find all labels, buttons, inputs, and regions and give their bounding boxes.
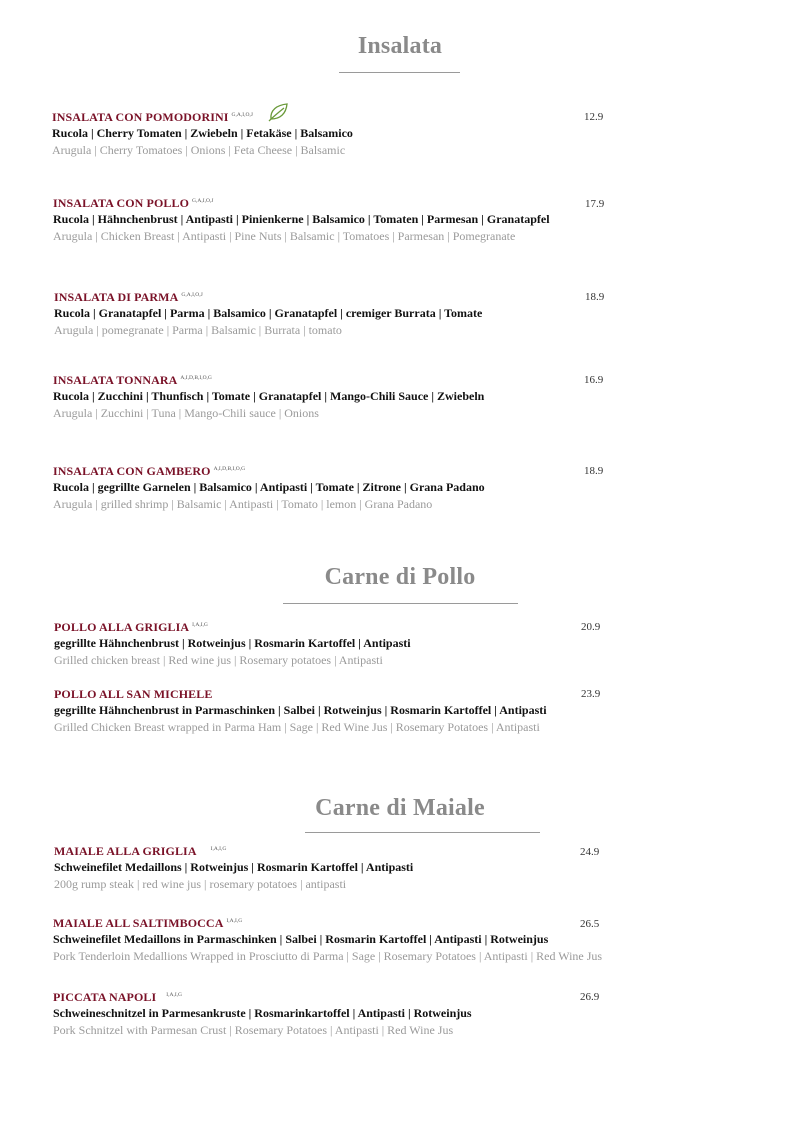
leaf-icon	[267, 102, 289, 126]
allergen-codes: I,A,I,G	[166, 992, 183, 998]
item-price: 24.9	[580, 846, 600, 858]
item-price: 16.9	[584, 374, 604, 386]
menu-item	[53, 195, 550, 244]
item-description-de: Schweinefilet Medaillons | Rotweinjus | Rosmarin Kartoffel | Antipasti	[54, 860, 414, 874]
menu-item	[53, 915, 602, 964]
item-description-de: Rucola | Granatapfel | Parma | Balsamico | Granatapfel | cremiger Burrata | Tomate	[54, 306, 483, 320]
item-description-de: Rucola | Zucchini | Thunfisch | Tomate | Granatapfel | Mango-Chili Sauce | Zwiebeln	[53, 389, 485, 403]
item-price: 12.9	[584, 111, 604, 123]
section-divider	[283, 603, 518, 604]
item-description-de: gegrillte Hähnchenbrust | Rotweinjus | Rosmarin Kartoffel | Antipasti	[54, 636, 411, 650]
allergen-codes: I,A,I,G	[210, 846, 227, 852]
item-description-de: Rucola | Hähnchenbrust | Antipasti | Pinienkerne | Balsamico | Tomaten | Parmesan | Granatapfel	[53, 212, 550, 226]
item-price: 26.5	[580, 918, 600, 930]
allergen-codes: G,A,I,O,J	[192, 198, 214, 204]
item-description-en: Grilled chicken breast | Red wine jus | Rosemary potatoes | Antipasti	[54, 653, 383, 667]
item-description-en: Arugula | grilled shrimp | Balsamic | Antipasti | Tomato | lemon | Grana Padano	[53, 497, 433, 511]
item-description-de: gegrillte Hähnchenbrust in Parmaschinken | Salbei | Rotweinjus | Rosmarin Kartoffel | Antipasti	[54, 703, 547, 717]
item-price: 18.9	[585, 291, 605, 303]
menu-item	[54, 619, 411, 668]
item-name: POLLO ALLA GRIGLIA	[54, 620, 190, 634]
item-price: 26.9	[580, 991, 600, 1003]
item-price: 18.9	[584, 465, 604, 477]
allergen-codes: A,I,D,B,I,O,G	[180, 375, 212, 381]
item-name: INSALATA CON POMODORINI	[52, 110, 229, 124]
allergen-codes: I,A,I,G	[226, 918, 243, 924]
menu-item	[54, 686, 547, 735]
item-description-en: Pork Schnitzel with Parmesan Crust | Rosemary Potatoes | Antipasti | Red Wine Jus	[53, 1023, 454, 1037]
item-description-de: Rucola | gegrillte Garnelen | Balsamico | Antipasti | Tomate | Zitrone | Grana Padano	[53, 480, 485, 494]
item-description-en: Arugula | pomegranate | Parma | Balsamic | Burrata | tomato	[54, 323, 342, 337]
item-price: 17.9	[585, 198, 605, 210]
allergen-codes: A,I,D,B,I,O,G	[213, 466, 246, 472]
item-description-en: 200g rump steak | red wine jus | rosemary potatoes | antipasti	[54, 877, 347, 891]
item-name: INSALATA CON GAMBERO	[53, 464, 211, 478]
menu-item	[54, 289, 482, 338]
item-price: 23.9	[581, 688, 601, 700]
section-title-maiale: Carne di Maiale	[315, 795, 485, 821]
item-description-en: Grilled Chicken Breast wrapped in Parma Ham | Sage | Red Wine Jus | Rosemary Potatoes | Antipasti	[54, 720, 540, 734]
menu-item	[53, 463, 485, 512]
allergen-codes: I,A,I,G	[192, 622, 208, 628]
item-description-en: Arugula | Chicken Breast | Antipasti | Pine Nuts | Balsamic | Tomatoes | Parmesan | Pomegranate	[53, 229, 516, 243]
item-name: INSALATA CON POLLO	[53, 196, 190, 210]
section-title-insalata: Insalata	[357, 33, 443, 59]
item-description-en: Arugula | Cherry Tomatoes | Onions | Feta Cheese | Balsamic	[52, 143, 346, 157]
item-name: INSALATA TONNARA	[53, 373, 178, 387]
section-divider	[339, 72, 460, 73]
menu-item	[53, 372, 484, 421]
menu-item	[53, 989, 472, 1038]
item-name: PICCATA NAPOLI	[53, 990, 157, 1004]
item-description-en: Pork Tenderloin Medallions Wrapped in Prosciutto di Parma | Sage | Rosemary Potatoes | Antipasti | Red Wine Jus	[53, 949, 603, 963]
menu-item	[54, 843, 413, 892]
item-description-en: Arugula | Zucchini | Tuna | Mango-Chili sauce | Onions	[53, 406, 319, 420]
menu-item	[52, 109, 353, 158]
section-divider	[305, 832, 540, 833]
item-name: MAIALE ALL SALTIMBOCCA	[53, 916, 224, 930]
allergen-codes: G,A,I,O,J	[181, 292, 203, 298]
item-description-de: Schweineschnitzel in Parmesankruste | Rosmarinkartoffel | Antipasti | Rotweinjus	[53, 1006, 472, 1020]
item-name: INSALATA DI PARMA	[54, 290, 179, 304]
item-name: POLLO ALL SAN MICHELE	[54, 687, 213, 701]
item-price: 20.9	[581, 621, 601, 633]
allergen-codes: G,A,I,O,J	[231, 112, 253, 118]
item-description-de: Rucola | Cherry Tomaten | Zwiebeln | Fetakäse | Balsamico	[52, 126, 353, 140]
section-title-pollo: Carne di Pollo	[324, 564, 476, 590]
item-name: MAIALE ALLA GRIGLIA	[54, 844, 197, 858]
item-description-de: Schweinefilet Medaillons in Parmaschinken | Salbei | Rosmarin Kartoffel | Antipasti | Rotweinjus	[53, 932, 549, 946]
